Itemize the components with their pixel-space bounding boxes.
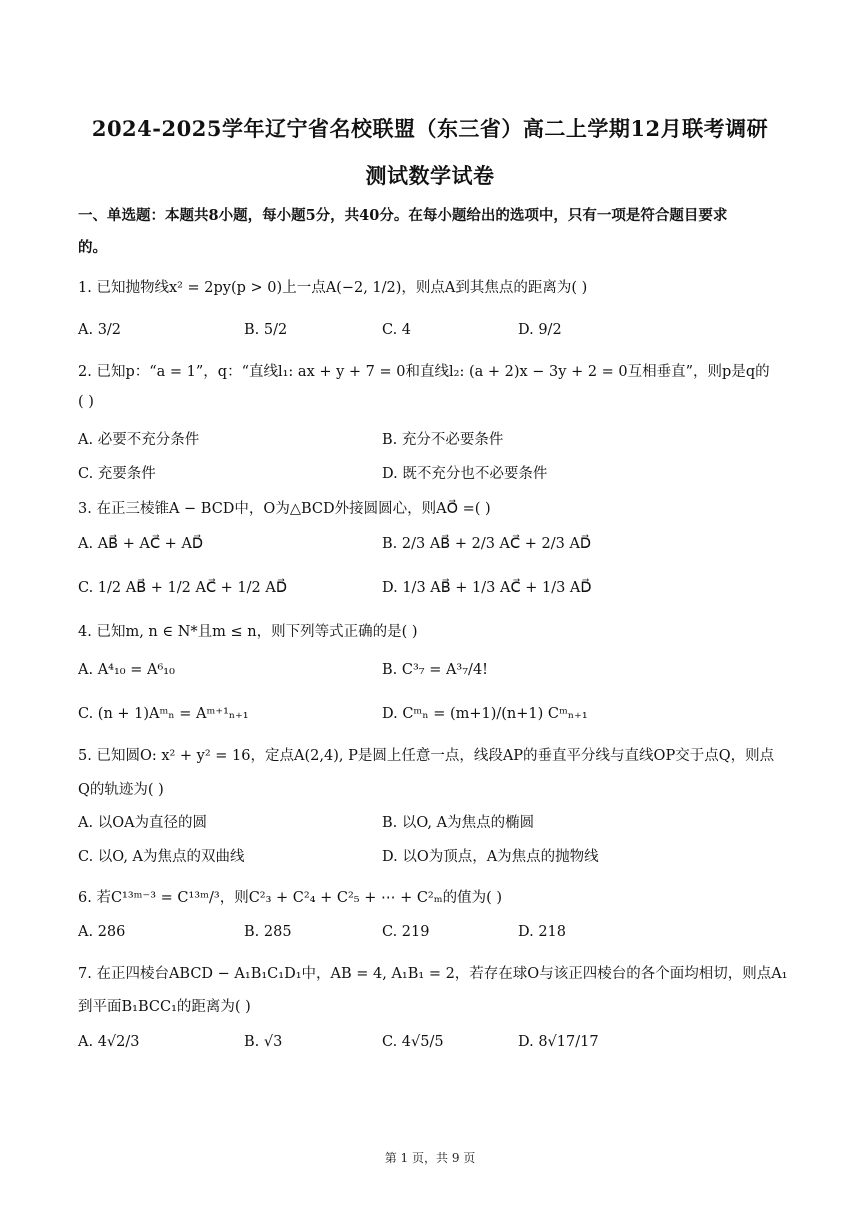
question-5-stem: 5. 已知圆O: x² + y² = 16，定点A(2,4), P是圆上任意一点，线段AP的垂直平分线与直线OP交于点Q，则点 [78,748,775,764]
question-1-stem: 1. 已知抛物线x² = 2py(p > 0)上一点A(−2, 1/2)，则点A到其焦点的距离为( ) [78,280,588,296]
question-1-option-b: B. 5/2 [244,322,288,338]
question-1-option-a: A. 3/2 [78,322,122,338]
question-2-option-b: B. 充分不必要条件 [382,432,504,448]
question-3-option-a: A. AB⃗ + AC⃗ + AD⃗ [78,536,204,552]
section-heading: 一、单选题：本题共8小题，每小题5分，共40分。在每小题给出的选项中，只有一项是符合题目要求 [78,207,728,224]
question-6-option-c: C. 219 [382,924,430,940]
question-2-stem-cont: ( ) [78,394,94,410]
question-6-option-d: D. 218 [518,924,567,940]
question-7-option-d: D. 8√17/17 [518,1034,599,1050]
question-4-option-d: D. Cᵐₙ = (m+1)/(n+1) Cᵐₙ₊₁ [382,706,588,722]
question-2-option-a: A. 必要不充分条件 [78,432,200,448]
question-1-option-c: C. 4 [382,322,412,338]
question-5-stem-cont: Q的轨迹为( ) [78,782,164,798]
question-1-option-d: D. 9/2 [518,322,562,338]
page-title-line-1: 2024-2025学年辽宁省名校联盟（东三省）高二上学期12月联考调研 [91,116,769,141]
question-5-option-b: B. 以O, A为焦点的椭圆 [382,815,535,831]
question-6-option-a: A. 286 [78,924,126,940]
question-7-option-b: B. √3 [244,1034,283,1050]
question-4-option-c: C. (n + 1)Aᵐₙ = Aᵐ⁺¹ₙ₊₁ [78,706,249,722]
question-7-option-a: A. 4√2/3 [78,1034,140,1050]
question-3-stem: 3. 在正三棱锥A − BCD中，O为△BCD外接圆圆心，则AO⃗ =( ) [78,501,491,517]
page-footer: 第 1 页，共 9 页 [384,1151,476,1165]
question-5-option-a: A. 以OA为直径的圆 [78,815,208,831]
question-4-stem: 4. 已知m, n ∈ N*且m ≤ n，则下列等式正确的是( ) [78,624,418,640]
question-5-option-d: D. 以O为顶点，A为焦点的抛物线 [382,849,599,865]
question-5-option-c: C. 以O, A为焦点的双曲线 [78,849,245,865]
question-2-option-d: D. 既不充分也不必要条件 [382,466,548,482]
question-3-option-c: C. 1/2 AB⃗ + 1/2 AC⃗ + 1/2 AD⃗ [78,580,288,596]
question-2-stem: 2. 已知p：“a = 1”，q：“直线l₁: ax + y + 7 = 0和直线l₂: (a + 2)x − 3y + 2 = 0互相垂直”，则p是q的 [78,364,770,380]
question-4-option-b: B. C³₇ = A³₇/4! [382,662,488,678]
question-7-option-c: C. 4√5/5 [382,1034,444,1050]
question-2-option-c: C. 充要条件 [78,466,156,482]
question-6-option-b: B. 285 [244,924,292,940]
question-7-stem-cont: 到平面B₁BCC₁的距离为( ) [78,999,251,1015]
question-3-option-b: B. 2/3 AB⃗ + 2/3 AC⃗ + 2/3 AD⃗ [382,536,592,552]
question-4-option-a: A. A⁴₁₀ = A⁶₁₀ [78,662,175,678]
page-title-line-2: 测试数学试卷 [365,163,495,188]
question-6-stem: 6. 若C¹³ᵐ⁻³ = C¹³ᵐ/³，则C²₃ + C²₄ + C²₅ + ⋯ + C²ₘ的值为( ) [78,890,503,906]
section-heading-cont: 的。 [78,239,107,256]
question-3-option-d: D. 1/3 AB⃗ + 1/3 AC⃗ + 1/3 AD⃗ [382,580,592,596]
question-7-stem: 7. 在正四棱台ABCD − A₁B₁C₁D₁中，AB = 4, A₁B₁ = 2，若存在球O与该正四棱台的各个面均相切，则点A₁ [78,966,788,982]
